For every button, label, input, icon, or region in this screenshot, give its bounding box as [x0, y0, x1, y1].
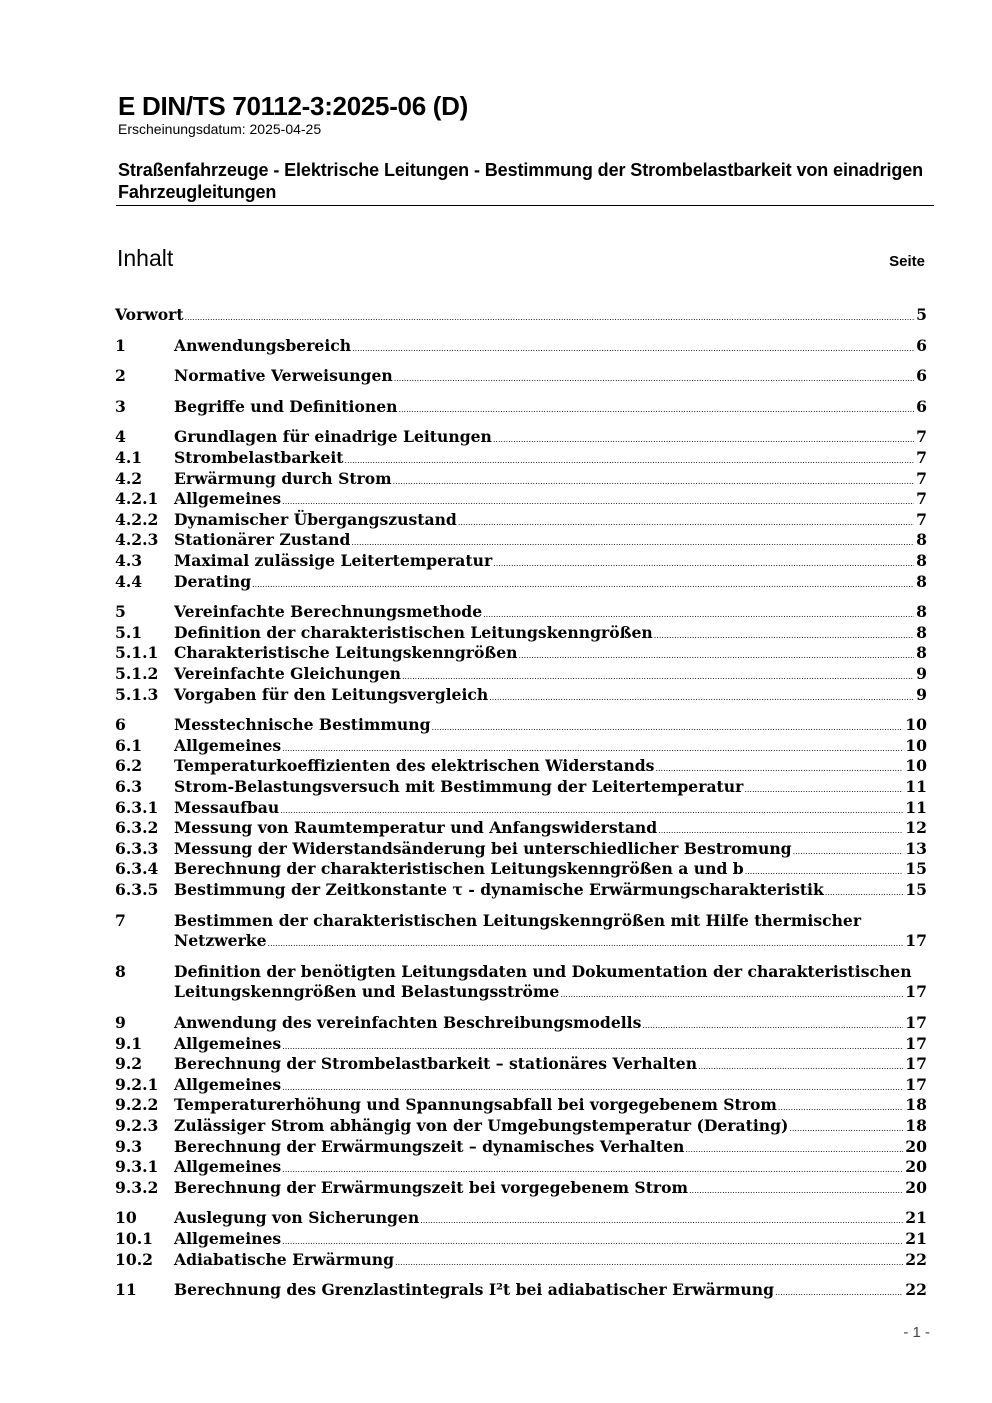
toc-entry-number: 9.2.1	[115, 1074, 159, 1094]
toc-entry[interactable]	[115, 397, 927, 417]
toc-entry[interactable]	[115, 530, 927, 550]
toc-entry[interactable]	[115, 602, 927, 622]
toc-entry-number: 9.2.3	[115, 1116, 159, 1135]
toc-entry-page: 5	[916, 305, 927, 324]
toc-entry[interactable]	[115, 551, 927, 571]
toc-entry-page: 6	[916, 335, 927, 355]
toc-entry[interactable]	[115, 1054, 927, 1074]
toc-entry-title: Berechnung der Strombelastbarkeit – stationäres Verhalten	[174, 1054, 698, 1074]
toc-entry[interactable]	[115, 1157, 927, 1177]
toc-entry[interactable]	[115, 448, 927, 468]
toc-entry-page: 7	[916, 509, 927, 529]
toc-entry-number: 1	[115, 335, 126, 355]
toc-entry-label	[174, 530, 927, 553]
toc-dot-leader	[685, 1137, 903, 1160]
toc-dot-leader	[351, 530, 914, 553]
toc-entry-title: Definition der charakteristischen Leitungskenngrößen	[174, 622, 653, 642]
toc-entry-label	[174, 366, 927, 389]
toc-entry-page: 20	[905, 1177, 927, 1197]
toc-dot-leader	[789, 1116, 903, 1139]
toc-entry-number: 3	[115, 396, 126, 416]
toc-entry-page: 17	[905, 1033, 927, 1053]
toc-entry-page: 11	[905, 797, 927, 817]
toc-dot-leader	[398, 397, 914, 420]
toc-entry-number: 6.3.5	[115, 880, 159, 899]
toc-entry-label	[174, 602, 927, 625]
toc-page-column-label: Seite	[889, 253, 925, 270]
toc-entry-label	[174, 685, 927, 708]
toc-entry-title: Berechnung des Grenzlastintegrals I²t bei adiabatischer Erwärmung	[174, 1280, 775, 1300]
toc-entry-label	[174, 818, 927, 841]
toc-entry[interactable]	[115, 818, 927, 838]
toc-dot-leader	[395, 1250, 903, 1273]
toc-dot-leader	[744, 777, 903, 800]
toc-entry-label	[174, 756, 927, 779]
toc-dot-leader	[432, 715, 904, 738]
toc-entry-title: Temperaturerhöhung und Spannungsabfall bei vorgegebenem Strom	[174, 1095, 777, 1115]
toc-entry[interactable]	[115, 1013, 927, 1033]
toc-dot-leader	[560, 982, 903, 1005]
toc-entry-label	[174, 336, 927, 359]
toc-entry[interactable]	[115, 643, 927, 663]
toc-entry-label	[174, 643, 927, 666]
toc-entry-number: 4.2.1	[115, 489, 159, 509]
toc-entry-title: Vorgaben für den Leitungsvergleich	[174, 684, 489, 704]
document-id: E DIN/TS 70112-3:2025-06 (D)	[118, 91, 468, 121]
toc-entry[interactable]	[115, 736, 927, 756]
toc-entry[interactable]	[115, 1250, 927, 1270]
toc-entry-page: 13	[905, 838, 927, 858]
toc-entry-page: 11	[905, 777, 927, 796]
toc-dot-leader	[689, 1178, 903, 1201]
toc-entry-title: Auslegung von Sicherungen	[174, 1208, 420, 1228]
toc-dot-leader	[775, 1280, 903, 1303]
toc-entry[interactable]	[115, 798, 927, 818]
toc-entry-label	[174, 715, 927, 738]
toc-entry-title: Begriffe und Definitionen	[174, 396, 398, 416]
toc-entry-page: 17	[905, 1054, 927, 1074]
toc-dot-leader	[483, 602, 914, 625]
toc-entry-label	[174, 448, 927, 471]
toc-entry-number: 9	[115, 1013, 126, 1032]
toc-entry-page: 22	[905, 1249, 927, 1269]
toc-entry-title: Allgemeines	[174, 1074, 282, 1094]
toc-entry-title: Messaufbau	[174, 797, 280, 817]
toc-entry-title: Anwendung des vereinfachten Beschreibungsmodells	[174, 1013, 642, 1032]
toc-entry-title: Messtechnische Bestimmung	[174, 715, 431, 735]
toc-dot-leader	[280, 798, 903, 821]
toc-entry[interactable]	[115, 510, 927, 530]
title-divider	[116, 205, 934, 206]
toc-entry-title: Normative Verweisungen	[174, 366, 393, 386]
toc-entry-number: 4.2.2	[115, 509, 159, 529]
toc-entry-title-line2: Netzwerke	[174, 930, 267, 950]
toc-entry-label	[174, 777, 927, 800]
toc-entry-title: Strom-Belastungsversuch mit Bestimmung der Leitertemperatur	[174, 777, 744, 796]
toc-entry-title: Allgemeines	[174, 735, 282, 755]
toc-entry-number: 11	[115, 1280, 137, 1300]
toc-entry-number: 4	[115, 427, 126, 447]
toc-entry-page: 21	[905, 1229, 927, 1248]
toc-dot-leader	[282, 736, 903, 759]
toc-entry-number: 10.1	[115, 1229, 153, 1248]
toc-entry-page: 7	[916, 468, 927, 488]
toc-entry-page: 17	[905, 981, 927, 1001]
toc-entry[interactable]	[115, 1095, 927, 1115]
toc-entry[interactable]	[115, 366, 927, 386]
toc-entry-title: Allgemeines	[174, 489, 282, 509]
toc-dot-leader	[458, 510, 914, 533]
toc-entry-title: Anwendungsbereich	[174, 335, 352, 355]
toc-entry[interactable]	[115, 1116, 927, 1136]
toc-entry-label	[174, 1013, 927, 1036]
toc-entry-number: 5.1	[115, 622, 143, 642]
toc-entry-page: 17	[905, 1013, 927, 1032]
toc-dot-leader	[698, 1054, 903, 1077]
toc-dot-leader	[282, 1075, 903, 1098]
toc-entry-page: 20	[905, 1157, 927, 1177]
toc-entry-title: Berechnung der Erwärmungszeit – dynamisches Verhalten	[174, 1136, 685, 1156]
toc-entry[interactable]	[115, 1178, 927, 1198]
toc-entry-label	[174, 1095, 927, 1118]
toc-entry[interactable]	[115, 1137, 927, 1157]
toc-entry-page: 17	[905, 930, 927, 950]
toc-entry-page: 7	[916, 427, 927, 447]
toc-entry-title: Vereinfachte Gleichungen	[174, 664, 401, 683]
toc-dot-leader	[745, 859, 904, 882]
toc-entry[interactable]	[115, 572, 927, 592]
toc-entry-title: Temperaturkoeffizienten des elektrischen Widerstands	[174, 756, 655, 776]
toc-dot-leader	[352, 336, 914, 359]
toc-entry-number: 9.2	[115, 1054, 143, 1074]
toc-entry-number: 6.3.4	[115, 859, 159, 879]
toc-entry-title: Allgemeines	[174, 1033, 282, 1053]
toc-entry-number: 9.3.1	[115, 1157, 159, 1177]
toc-entry-label	[174, 736, 927, 759]
toc-entry-page: 8	[916, 643, 927, 663]
toc-entry-number: 4.2.3	[115, 530, 159, 550]
toc-entry-label	[174, 859, 927, 882]
toc-entry-title: Maximal zulässige Leitertemperatur	[174, 551, 493, 570]
toc-entry-label	[174, 839, 927, 862]
toc-dot-leader	[185, 305, 915, 328]
toc-entry-label	[174, 397, 927, 420]
toc-entry-label	[115, 305, 927, 328]
toc-entry[interactable]	[115, 664, 927, 684]
toc-entry-number: 4.2	[115, 468, 143, 488]
toc-entry[interactable]	[115, 623, 927, 643]
toc-entry-page: 8	[916, 622, 927, 642]
toc-entry-label	[174, 1178, 927, 1201]
toc-entry-page: 6	[916, 396, 927, 416]
toc-entry-page: 21	[905, 1208, 927, 1228]
toc-dot-leader	[778, 1095, 903, 1118]
toc-entry-title: Bestimmung der Zeitkonstante τ - dynamische Erwärmungscharakteristik	[174, 880, 824, 899]
toc-entry-number: 9.3.2	[115, 1177, 159, 1197]
toc-dot-leader	[519, 643, 915, 666]
toc-entry-number: 6.3.1	[115, 797, 159, 817]
toc-dot-leader	[493, 551, 914, 574]
toc-entry-page: 15	[905, 859, 927, 879]
toc-dot-leader	[420, 1208, 903, 1231]
toc-entry[interactable]	[115, 756, 927, 776]
toc-dot-leader	[654, 623, 914, 646]
toc-entry-label	[174, 510, 927, 533]
toc-dot-leader	[282, 489, 914, 512]
toc-entry-label	[174, 1054, 927, 1077]
toc-entry-number: 10	[115, 1208, 137, 1228]
toc-dot-leader	[658, 818, 903, 841]
toc-entry-page: 12	[905, 818, 927, 838]
toc-entry-title: Berechnung der Erwärmungszeit bei vorgegebenem Strom	[174, 1177, 689, 1197]
toc-entry-number: 4.1	[115, 448, 143, 467]
toc-entry[interactable]	[115, 336, 927, 356]
toc-entry-page: 9	[916, 664, 927, 683]
toc-entry-label	[174, 880, 927, 903]
toc-entry-number: 4.3	[115, 551, 143, 570]
toc-entry-title-line2: Leitungskenngrößen und Belastungsströme	[174, 981, 560, 1001]
toc-dot-leader	[489, 685, 914, 708]
toc-entry[interactable]	[115, 489, 927, 509]
toc-entry[interactable]	[115, 305, 927, 325]
toc-entry-title: Zulässiger Strom abhängig von der Umgebungstemperatur (Derating)	[174, 1116, 789, 1135]
toc-dot-leader	[282, 1229, 903, 1252]
toc-entry-page: 8	[916, 571, 927, 591]
toc-entry-number: 7	[115, 910, 126, 930]
toc-entry[interactable]	[115, 880, 927, 900]
toc-entry-page: 18	[905, 1116, 927, 1135]
toc-entry-label	[174, 427, 927, 450]
toc-entry[interactable]	[115, 911, 927, 952]
toc-entry-title-line1: Definition der benötigten Leitungsdaten und Dokumentation der charakteristischen	[174, 961, 912, 981]
toc-entry[interactable]	[115, 469, 927, 489]
toc-entry[interactable]	[115, 1280, 927, 1300]
toc-entry[interactable]	[115, 839, 927, 859]
toc-entry-title: Messung von Raumtemperatur und Anfangswiderstand	[174, 818, 658, 838]
toc-entry-label	[174, 664, 927, 687]
toc-entry-number: 5.1.2	[115, 664, 159, 683]
toc-entry-label	[174, 1208, 927, 1231]
toc-entry-page: 17	[905, 1074, 927, 1094]
toc-entry-page: 10	[905, 735, 927, 755]
toc-entry-page: 8	[916, 551, 927, 570]
toc-entry-label	[174, 1075, 927, 1098]
toc-entry-number: 8	[115, 961, 126, 981]
toc-dot-leader	[793, 839, 904, 862]
toc-entry-number: 9.1	[115, 1033, 143, 1053]
toc-entry[interactable]	[115, 859, 927, 879]
toc-entry-title: Adiabatische Erwärmung	[174, 1249, 395, 1269]
toc-dot-leader	[402, 664, 914, 687]
toc-entry-label	[174, 551, 927, 574]
document-subject: Straßenfahrzeuge - Elektrische Leitungen - Bestimmung der Strombelastbarkeit von einadrigen Fahrzeugleitungen	[118, 160, 924, 202]
toc-dot-leader	[252, 572, 914, 595]
toc-entry-title: Messung der Widerstandsänderung bei unterschiedlicher Bestromung	[174, 838, 792, 858]
toc-entry-number: 9.3	[115, 1136, 143, 1156]
toc-dot-leader	[282, 1034, 903, 1057]
toc-entry-title: Vereinfachte Berechnungsmethode	[174, 602, 483, 622]
toc-entry-title: Derating	[174, 571, 252, 591]
toc-entry-number: 2	[115, 366, 126, 386]
toc-entry-label	[174, 1229, 927, 1252]
toc-entry-title: Dynamischer Übergangszustand	[174, 509, 457, 529]
toc-entry-label	[174, 931, 927, 954]
toc-entry-number: 9.2.2	[115, 1095, 159, 1115]
toc-entry-number: 6.3.2	[115, 818, 159, 838]
toc-dot-leader	[825, 880, 904, 903]
toc-entry-number: 6.1	[115, 735, 143, 755]
toc-dot-leader	[493, 427, 914, 450]
toc-entry-label	[174, 1116, 927, 1139]
toc-entry-label	[174, 469, 927, 492]
toc-entry-page: 7	[916, 489, 927, 509]
toc-entry-number: 6.3	[115, 777, 143, 796]
toc-dot-leader	[394, 366, 914, 389]
toc-dot-leader	[393, 469, 914, 492]
toc-entry-title: Stationärer Zustand	[174, 530, 351, 550]
toc-entry[interactable]	[115, 715, 927, 735]
page-number: - 1 -	[903, 1324, 930, 1341]
toc-entry-number: 6	[115, 715, 126, 735]
toc-entry-title-line1: Bestimmen der charakteristischen Leitungskenngrößen mit Hilfe thermischer	[174, 910, 862, 930]
toc-dot-leader	[345, 448, 915, 471]
toc-entry-page: 8	[916, 602, 927, 622]
toc-entry-title: Erwärmung durch Strom	[174, 468, 392, 488]
toc-entry[interactable]	[115, 427, 927, 447]
toc-entry-page: 7	[916, 448, 927, 467]
toc-entry-label	[174, 1137, 927, 1160]
publication-date: Erscheinungsdatum: 2025-04-25	[118, 121, 322, 137]
toc-entry-number: 6.3.3	[115, 838, 159, 858]
toc-entry[interactable]	[115, 1034, 927, 1054]
toc-entry-title: Vorwort	[115, 305, 184, 324]
toc-entry-page: 10	[905, 715, 927, 735]
toc-entry-label	[174, 982, 927, 1005]
toc-entry-title: Berechnung der charakteristischen Leitungskenngrößen a und b	[174, 859, 744, 879]
toc-entry-label	[174, 1034, 927, 1057]
toc-entry[interactable]	[115, 685, 927, 705]
toc-entry-page: 20	[905, 1136, 927, 1156]
toc-entry-page: 6	[916, 366, 927, 386]
toc-entry-label	[174, 1157, 927, 1180]
toc-entry-label	[174, 1250, 927, 1273]
toc-entry-title: Allgemeines	[174, 1157, 282, 1177]
toc-entry-number: 5.1.3	[115, 684, 159, 704]
toc-entry-page: 10	[905, 756, 927, 776]
toc-dot-leader	[655, 756, 903, 779]
toc-entry-label	[174, 489, 927, 512]
toc-entry-label	[174, 572, 927, 595]
toc-entry-page: 9	[916, 684, 927, 704]
toc-entry-number: 10.2	[115, 1249, 153, 1269]
toc-entry-label	[174, 623, 927, 646]
toc-entry[interactable]	[115, 1229, 927, 1249]
toc-entry-page: 22	[905, 1280, 927, 1300]
toc-entry-title: Charakteristische Leitungskenngrößen	[174, 643, 518, 663]
toc-entry-number: 5.1.1	[115, 643, 159, 663]
toc-entry-title: Allgemeines	[174, 1229, 282, 1248]
toc-entry-number: 5	[115, 602, 126, 622]
toc-entry-label	[174, 798, 927, 821]
toc-entry-number: 6.2	[115, 756, 143, 776]
toc-entry[interactable]	[115, 1208, 927, 1228]
toc-entry-title: Grundlagen für einadrige Leitungen	[174, 427, 492, 447]
toc-entry-number: 4.4	[115, 571, 143, 591]
toc-entry[interactable]	[115, 1075, 927, 1095]
toc-entry-page: 15	[905, 880, 927, 899]
toc-dot-leader	[282, 1157, 903, 1180]
toc-entry-page: 8	[916, 530, 927, 550]
toc-entry[interactable]	[115, 962, 927, 1003]
toc-dot-leader	[642, 1013, 903, 1036]
toc-entry-page: 18	[905, 1095, 927, 1115]
toc-heading: Inhalt	[117, 245, 174, 271]
toc-entry-label	[174, 1280, 927, 1303]
toc-entry[interactable]	[115, 777, 927, 797]
toc-dot-leader	[268, 931, 904, 954]
toc-entry-title: Strombelastbarkeit	[174, 448, 344, 467]
